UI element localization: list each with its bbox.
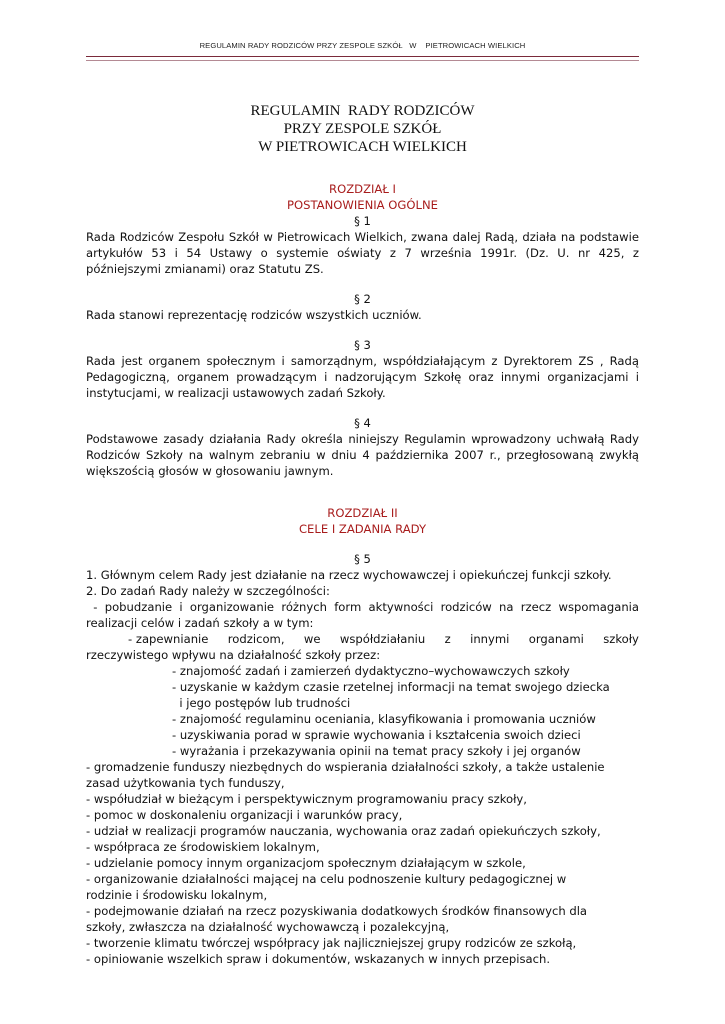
list-item: - gromadzenie funduszy niezbędnych do wspierania działalności szkoły, a także ustalenie	[86, 760, 605, 774]
list-item: - organizowanie działalności mającej na celu podnoszenie kultury pedagogicznej w	[86, 872, 567, 886]
list-item: - tworzenie klimatu twórczej współpracy jak najliczniejszej grupy rodziców ze szkołą,	[86, 936, 577, 950]
chapter-2-heading: ROZDZIAŁ II	[327, 506, 398, 520]
list-item: - uzyskiwania porad w sprawie wychowania i kształcenia swoich dzieci	[172, 728, 581, 742]
header-rule-thin	[86, 60, 639, 61]
document-title	[86, 102, 639, 156]
section-5-item-a-sub	[86, 631, 639, 647]
chapter-1-subheading: POSTANOWIENIA OGÓLNE	[287, 198, 438, 212]
list-item: - uzyskanie w każdym czasie rzetelnej informacji na temat swojego dziecka	[172, 680, 610, 694]
list-item: i jego postępów lub trudności	[172, 696, 351, 710]
running-header: REGULAMIN RADY RODZICÓW PRZY ZESPOLE SZKÓŁ W PIETROWICACH WIELKICH	[199, 41, 526, 50]
section-5-sign: § 5	[354, 552, 371, 566]
title-line-3: W PIETROWICACH WIELKICH	[258, 139, 467, 155]
list-item: - udzielanie pomocy innym organizacjom społecznym działającym w szkole,	[86, 856, 526, 870]
sub-word: - zapewnianie	[128, 632, 209, 646]
list-item: szkoły, zwłaszcza na działalność wychowawczą i pozalekcyjną,	[86, 920, 450, 934]
list-item: - udział w realizacji programów nauczania, wychowania oraz zadań opiekuńczych szkoły,	[86, 824, 601, 838]
section-2-sign: § 2	[354, 292, 371, 306]
list-item: - pomoc w doskonaleniu organizacji i warunków pracy,	[86, 808, 403, 822]
list-item: - współudział w bieżącym i perspektywicznym programowaniu pracy szkoły,	[86, 792, 527, 806]
list-item: - znajomość zadań i zamierzeń dydaktyczno–wychowawczych szkoły	[172, 664, 570, 678]
sub-word: we	[303, 632, 321, 646]
section-4-text: Podstawowe zasady działania Rady określa niniejszy Regulamin wprowadzony uchwałą Rady Rodziców Szkoły na walnym zebraniu w dniu 4 października 2007 r., przegłosowaną zwykłą większością głosów w głosowaniu jawnym.	[86, 432, 639, 478]
list-item: rodzinie i środowisku lokalnym,	[86, 888, 268, 902]
sub-word: szkoły	[603, 632, 639, 646]
section-5-point-1: 1. Głównym celem Rady jest działanie na rzecz wychowawczej i opiekuńczej funkcji szkoły.	[86, 568, 612, 582]
sub-word: rodzicom,	[227, 632, 285, 646]
sub-word: z	[444, 632, 451, 646]
header-rule	[86, 56, 639, 57]
document-body	[86, 181, 643, 967]
list-item: zasad użytkowania tych funduszy,	[86, 776, 285, 790]
chapter-1-heading: ROZDZIAŁ I	[329, 182, 396, 196]
section-5-item-a-sub-cont: rzeczywistego wpływu na działalność szkoły przez:	[86, 648, 381, 662]
chapter-2-subheading: CELE I ZADANIA RADY	[298, 522, 427, 536]
section-3-text: Rada jest organem społecznym i samorządnym, współdziałającym z Dyrektorem ZS , Radą Pedagogiczną, organem prowadzącym i nadzorującym Szkołę oraz innymi organizacjami i instytucjami, w realizacji ustawowych zadań Szkoły.	[86, 354, 639, 400]
sub-word: organami	[528, 632, 584, 646]
sub-word: innymi	[470, 632, 510, 646]
section-2-text: Rada stanowi reprezentację rodziców wszystkich uczniów.	[86, 308, 422, 322]
section-5-point-2: 2. Do zadań Rady należy w szczególności:	[86, 584, 330, 598]
list-item: - współpraca ze środowiskiem lokalnym,	[86, 840, 320, 854]
section-1-text: Rada Rodziców Zespołu Szkół w Pietrowicach Wielkich, zwana dalej Radą, działa na podstawie artykułów 53 i 54 Ustawy o systemie oświaty z 7 września 1991r. (Dz. U. nr 425, z późniejszymi zmianami) oraz Statutu ZS.	[86, 230, 639, 276]
sub-word: współdziałaniu	[339, 632, 426, 646]
list-item: - znajomość regulaminu oceniania, klasyfikowania i promowania uczniów	[172, 712, 596, 726]
list-item: - wyrażania i przekazywania opinii na temat pracy szkoły i jej organów	[172, 744, 581, 758]
list-item: - podejmowanie działań na rzecz pozyskiwania dodatkowych środków finansowych dla	[86, 904, 588, 918]
title-line-1: REGULAMIN RADY RODZICÓW	[250, 103, 475, 119]
title-line-2: PRZY ZESPOLE SZKÓŁ	[283, 121, 442, 137]
section-5-item-a: - pobudzanie i organizowanie różnych form aktywności rodziców na rzecz wspomagania realizacji celów i zadań szkoły a w tym:	[86, 600, 643, 630]
section-3-sign: § 3	[354, 338, 371, 352]
section-1-sign: § 1	[354, 214, 371, 228]
list-item: - opiniowanie wszelkich spraw i dokumentów, wskazanych w innych przepisach.	[86, 952, 551, 966]
section-4-sign: § 4	[354, 416, 371, 430]
